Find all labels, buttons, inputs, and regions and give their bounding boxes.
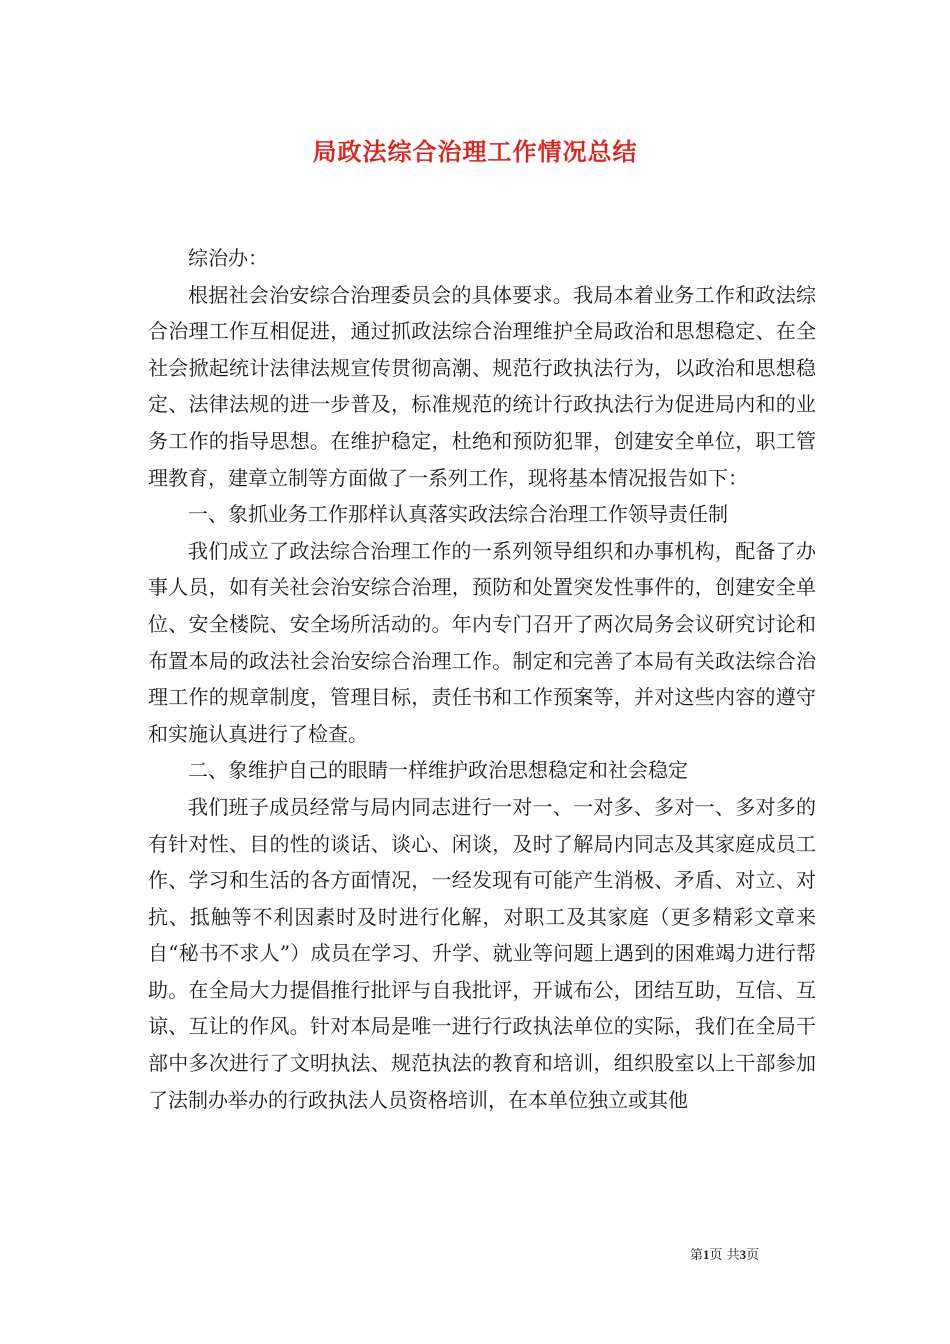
paragraph-section-1: 我们成立了政法综合治理工作的一系列领导组织和办事机构，配备了办事人员，如有关社会治安综合治理，预防和处置突发性事件的，创建安全单位、安全楼院、安全场所活动的。年内专门召开了两次局务会议研究讨论和布置本局的政法社会治安综合治理工作。制定和完善了本局有关政法综合治理工作的规章制度，管理目标，责任书和工作预案等，并对这些内容的遵守和实施认真进行了检查。 [148, 538, 816, 746]
footer-current-page: 1 [703, 1247, 710, 1262]
footer-prefix: 第 [690, 1248, 704, 1263]
footer-total-pages: 3 [739, 1247, 747, 1262]
section-heading-2: 二、象维护自己的眼睛一样维护政治思想稳定和社会稳定 [188, 758, 688, 783]
document-body [148, 240, 816, 1118]
footer-middle: 页 共 [709, 1248, 740, 1263]
footer-suffix: 页 [746, 1248, 760, 1263]
salutation: 综治办： [188, 246, 268, 270]
paragraph-intro: 根据社会治安综合治理委员会的具体要求。我局本着业务工作和政法综合治理工作互相促进，通过抓政法综合治理维护全局政治和思想稳定、在全社会掀起统计法律法规宣传贯彻高潮、规范行政执法行为，以政治和思想稳定、法律法规的进一步普及，标准规范的统计行政执法行为促进局内和的业务工作的指导思想。在维护稳定，杜绝和预防犯罪，创建安全单位，职工管理教育，建章立制等方面做了一系列工作，现将基本情况报告如下： [148, 282, 816, 490]
paragraph-section-2: 我们班子成员经常与局内同志进行一对一、一对多、多对一、多对多的有针对性、目的性的谈话、谈心、闲谈，及时了解局内同志及其家庭成员工作、学习和生活的各方面情况，一经发现有可能产生消极、矛盾、对立、对抗、抵触等不利因素时及时进行化解，对职工及其家庭（更多精彩文章来自“秘书不求人”）成员在学习、升学、就业等问题上遇到的困难竭力进行帮助。在全局大力提倡推行批评与自我批评，开诚布公，团结互助，互信、互谅、互让的作风。针对本局是唯一进行行政执法单位的实际，我们在全局干部中多次进行了文明执法、规范执法的教育和培训，组织股室以上干部参加了法制办举办的行政执法人员资格培训，在本单位独立或其他 [148, 794, 816, 1112]
page-number-footer [690, 1244, 759, 1263]
section-heading-1: 一、象抓业务工作那样认真落实政法综合治理工作领导责任制 [188, 502, 728, 527]
document-title: 局政法综合治理工作情况总结 [312, 137, 638, 166]
